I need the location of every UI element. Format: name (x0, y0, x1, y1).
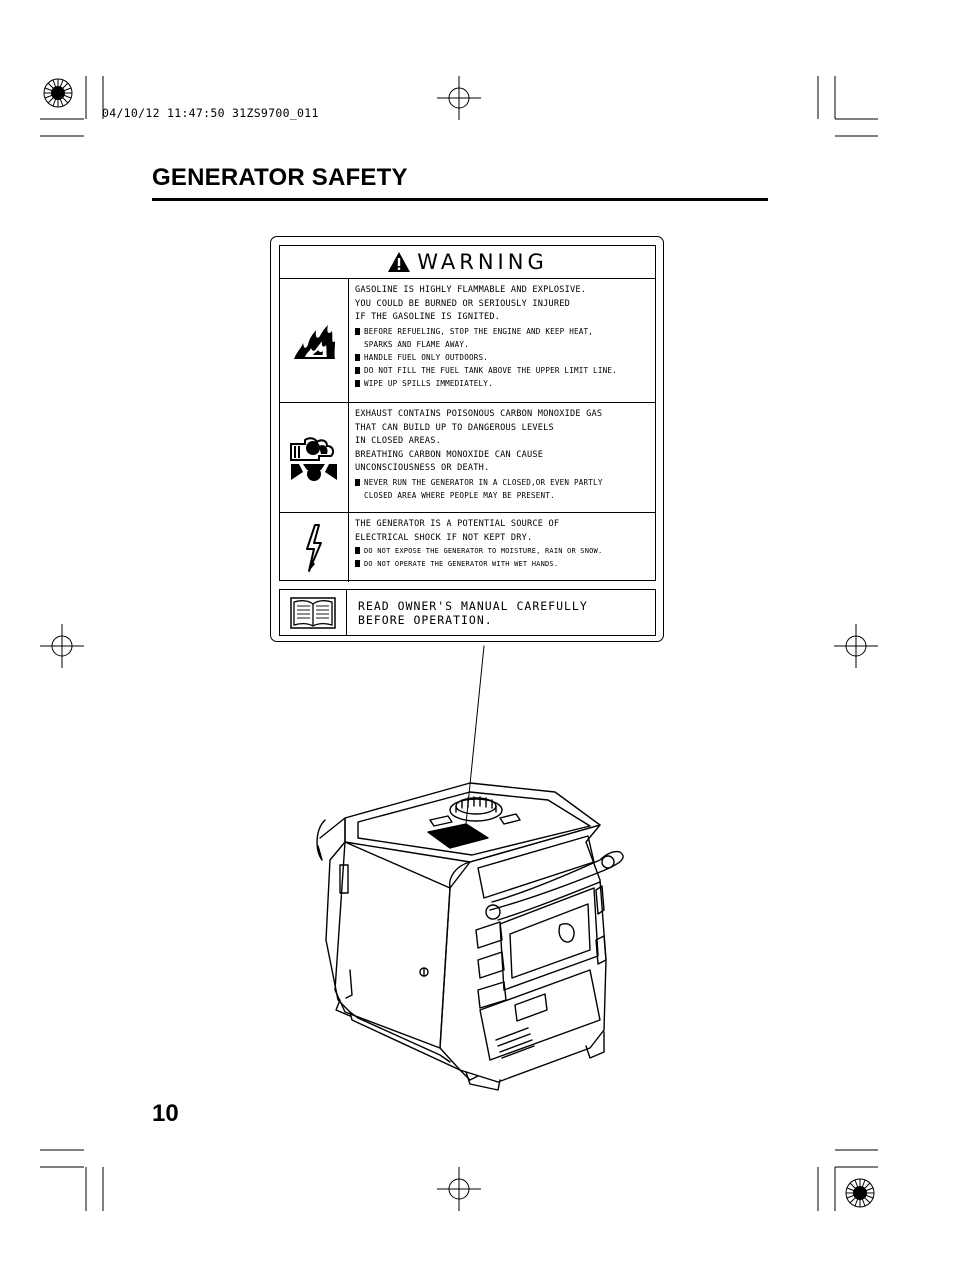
fuel-line-1: GASOLINE IS HIGHLY FLAMMABLE AND EXPLOSIVE. (355, 285, 587, 295)
fuel-bullet-1: BEFORE REFUELING, STOP THE ENGINE AND KEEP HEAT, (355, 325, 651, 338)
print-timestamp: 04/10/12 11:47:50 31ZS9700_011 (102, 106, 319, 120)
fuel-bullet-3: DO NOT FILL THE FUEL TANK ABOVE THE UPPER LIMIT LINE. (355, 364, 651, 377)
shock-bullet-2: DO NOT OPERATE THE GENERATOR WITH WET HANDS. (355, 558, 651, 571)
fuel-line-3: IF THE GASOLINE IS IGNITED. (355, 312, 501, 323)
exhaust-bullet-1: NEVER RUN THE GENERATOR IN A CLOSED,OR EVEN PARTLY (355, 476, 651, 489)
fuel-bullet-1-cont: SPARKS AND FLAME AWAY. (364, 339, 469, 349)
shock-bullet-1: DO NOT EXPOSE THE GENERATOR TO MOISTURE, RAIN OR SNOW. (355, 545, 651, 558)
page-number: 10 (152, 1100, 179, 1127)
page-title: GENERATOR SAFETY (152, 164, 408, 191)
exhaust-line-3: IN CLOSED AREAS. (355, 436, 441, 447)
exhaust-line-4: BREATHING CARBON MONOXIDE CAN CAUSE (355, 449, 544, 460)
fuel-bullet-4: WIPE UP SPILLS IMMEDIATELY. (355, 377, 651, 390)
fuel-bullet-2: HANDLE FUEL ONLY OUTDOORS. (355, 351, 651, 364)
manual-line-2: BEFORE OPERATION. (358, 613, 493, 627)
exhaust-bullet-1-cont: CLOSED AREA WHERE PEOPLE MAY BE PRESENT. (364, 490, 555, 500)
shock-line-1: THE GENERATOR IS A POTENTIAL SOURCE OF (355, 519, 560, 529)
fuel-line-2: YOU COULD BE BURNED OR SERIOUSLY INJURED (355, 298, 570, 309)
exhaust-line-2: THAT CAN BUILD UP TO DANGEROUS LEVELS (355, 422, 554, 433)
exhaust-line-5: UNCONSCIOUSNESS OR DEATH. (355, 463, 490, 474)
leader-line (466, 646, 484, 824)
shock-line-2: ELECTRICAL SHOCK IF NOT KEPT DRY. (355, 532, 533, 543)
manual-line-1: READ OWNER'S MANUAL CAREFULLY (358, 599, 588, 613)
exhaust-line-1: EXHAUST CONTAINS POISONOUS CARBON MONOXIDE GAS (355, 409, 603, 419)
warning-header-text: WARNING (417, 250, 548, 274)
